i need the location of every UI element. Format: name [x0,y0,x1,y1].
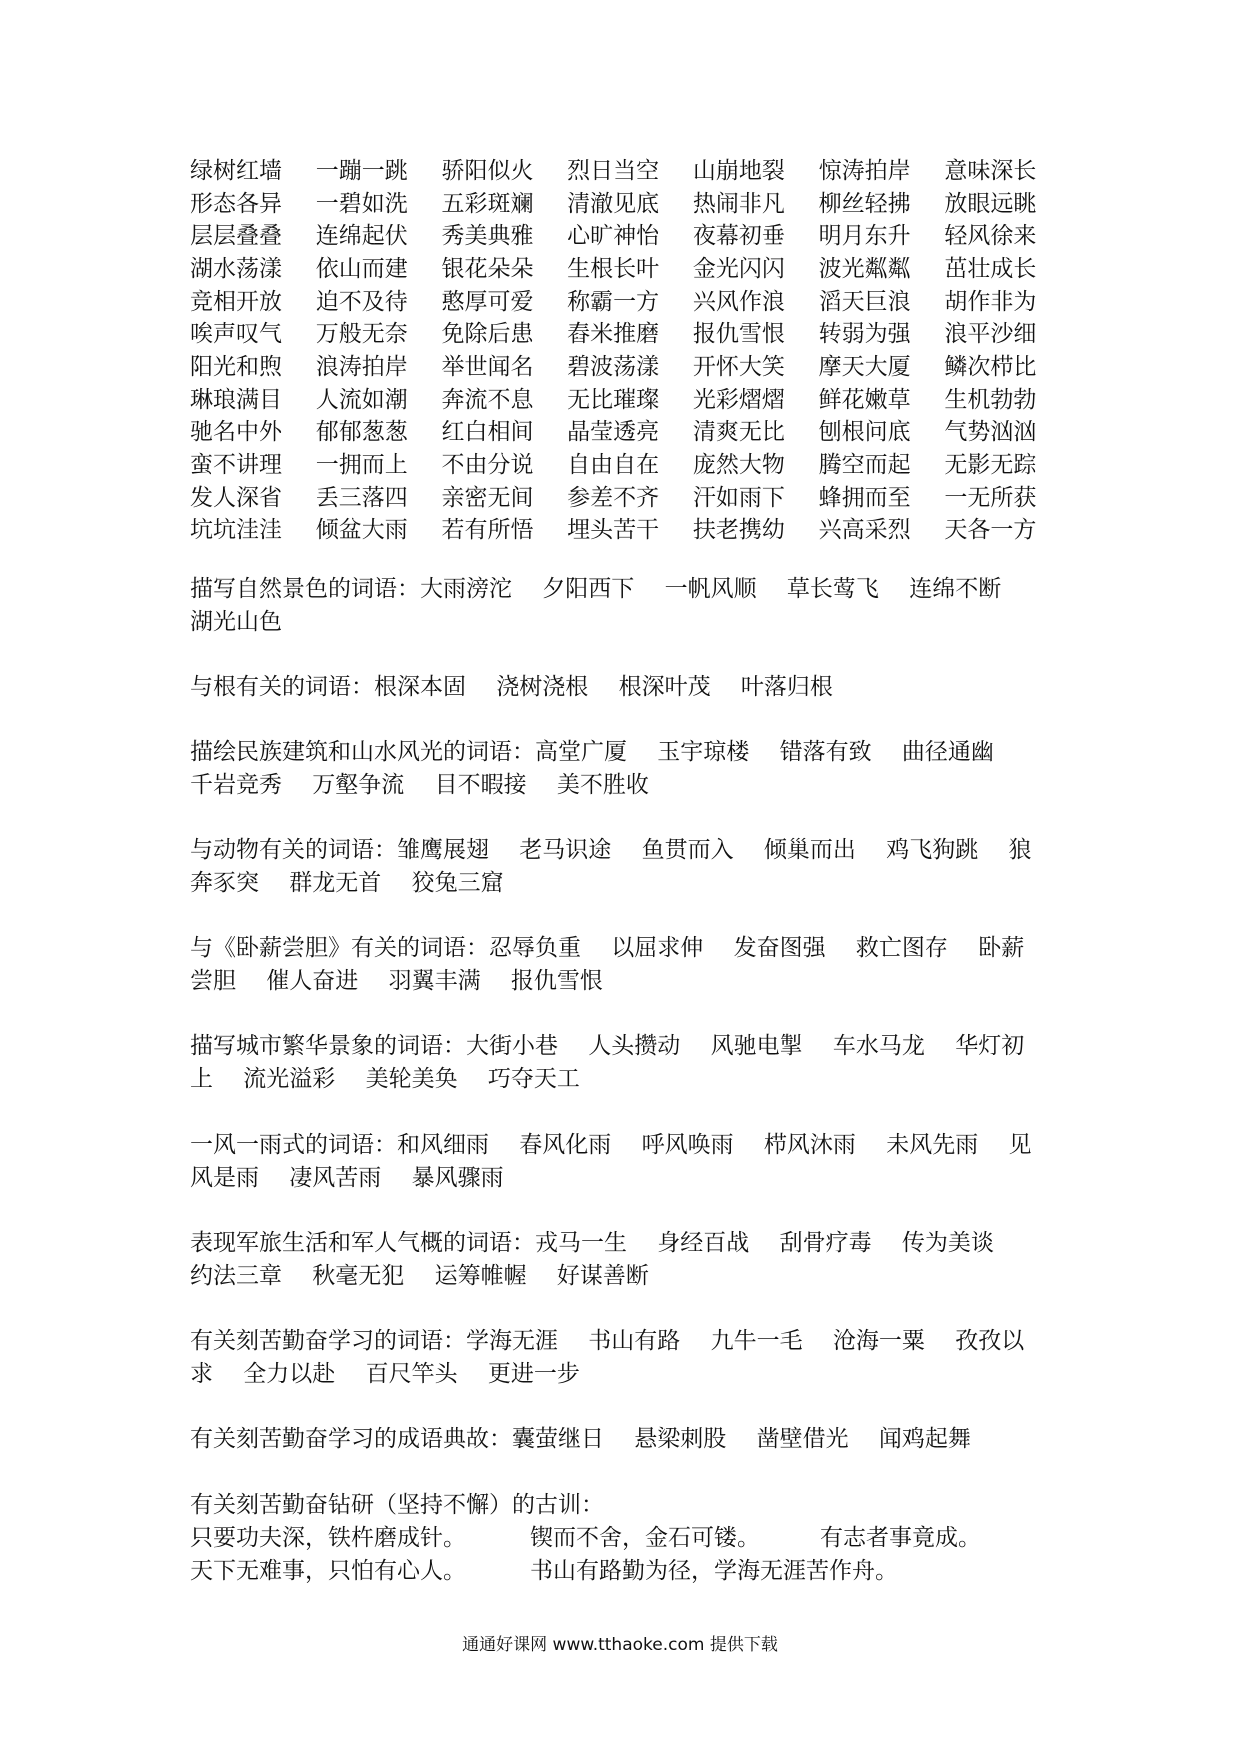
grid-row [190,283,1070,316]
grid-cell: 金光闪闪 [692,255,785,282]
grid-cell: 夜幕初垂 [692,223,785,250]
section-military [190,1227,1070,1293]
section-architecture-landscape [190,736,1070,802]
grid-cell: 碧波荡漾 [567,353,660,380]
grid-row [190,381,1070,414]
grid-cell: 生机勃勃 [944,386,1037,413]
grid-cell: 憨厚可爱 [441,288,534,315]
section-line: 上 流光溢彩 美轮美奂 巧夺天工 [190,1066,580,1092]
grid-cell: 坑坑洼洼 [190,517,282,544]
proverbs-row [190,1522,981,1555]
grid-cell: 丢三落四 [315,484,408,511]
grid-cell: 发人深省 [190,484,282,511]
grid-cell: 光彩熠熠 [692,386,785,413]
grid-cell: 连绵起伏 [315,223,408,250]
grid-cell: 茁壮成长 [944,255,1037,282]
grid-cell: 五彩斑斓 [441,190,534,217]
section-line: 有关刻苦勤奋学习的成语典故：囊萤继日 悬梁刺股 凿壁借光 闻鸡起舞 [190,1426,971,1452]
grid-cell: 不由分说 [441,452,534,479]
grid-cell: 蛮不讲理 [190,452,282,479]
grid-cell: 扶老携幼 [692,517,785,544]
section-line: 湖光山色 [190,609,282,635]
grid-cell: 参差不齐 [567,484,660,511]
grid-cell: 埋头苦干 [567,517,660,544]
grid-cell: 胡作非为 [944,288,1037,315]
grid-cell: 阳光和煦 [190,353,282,380]
grid-cell: 浪涛拍岸 [315,353,408,380]
grid-cell: 湖水荡漾 [190,255,282,282]
grid-cell: 竞相开放 [190,288,282,315]
proverbs-title: 有关刻苦勤奋钻研（坚持不懈）的古训： [190,1492,604,1518]
section-roots [190,671,1070,704]
grid-row [190,185,1070,218]
grid-cell: 鳞次栉比 [944,353,1037,380]
proverbs-section [190,1489,981,1588]
grid-cell: 绿树红墙 [190,157,282,184]
grid-cell: 银花朵朵 [441,255,534,282]
grid-cell: 称霸一方 [567,288,660,315]
grid-cell: 心旷神怡 [567,223,660,250]
grid-cell: 琳琅满目 [190,386,282,413]
section-line: 与动物有关的词语：雏鹰展翅 老马识途 鱼贯而入 倾巢而出 鸡飞狗跳 狼 [190,837,1032,863]
proverbs-row [190,1555,981,1588]
section-line: 与根有关的词语：根深本固 浇树浇根 根深叶茂 叶落归根 [190,674,833,700]
grid-row [190,217,1070,250]
grid-cell: 烈日当空 [567,157,660,184]
grid-cell: 汗如雨下 [692,484,785,511]
section-line: 求 全力以赴 百尺竿头 更进一步 [190,1361,580,1387]
idiom-grid [190,152,1070,544]
grid-row [190,348,1070,381]
grid-cell: 腾空而起 [818,452,911,479]
grid-cell: 形态各异 [190,190,282,217]
section-line: 有关刻苦勤奋学习的词语：学海无涯 书山有路 九牛一毛 沧海一粟 孜孜以 [190,1328,1025,1354]
grid-cell: 放眼远眺 [944,190,1037,217]
grid-cell: 一蹦一跳 [315,157,408,184]
grid-cell: 万般无奈 [315,321,408,348]
grid-cell: 清爽无比 [692,419,785,446]
grid-cell: 意味深长 [944,157,1037,184]
grid-cell: 一无所获 [944,484,1037,511]
section-line: 表现军旅生活和军人气概的词语：戎马一生 身经百战 刮骨疗毒 传为美谈 [190,1230,994,1256]
grid-cell: 惊涛拍岸 [818,157,911,184]
grid-cell: 依山而建 [315,255,408,282]
grid-cell: 自由自在 [567,452,660,479]
grid-cell: 免除后患 [441,321,534,348]
grid-cell: 柳丝轻拂 [818,190,911,217]
grid-cell: 倾盆大雨 [315,517,408,544]
section-line: 描绘民族建筑和山水风光的词语：高堂广厦 玉宇琼楼 错落有致 曲径通幽 [190,739,994,765]
grid-cell: 气势汹汹 [944,419,1037,446]
grid-cell: 清澈见底 [567,190,660,217]
section-line: 与《卧薪尝胆》有关的词语：忍辱负重 以屈求伸 发奋图强 救亡图存 卧薪 [190,935,1025,961]
proverb: 锲而不舍，金石可镂。 [530,1525,760,1551]
grid-cell: 若有所悟 [441,517,534,544]
grid-cell: 驰名中外 [190,419,282,446]
grid-row [190,250,1070,283]
grid-cell: 浪平沙细 [944,321,1037,348]
grid-cell: 层层叠叠 [190,223,282,250]
grid-cell: 人流如潮 [315,386,408,413]
grid-cell: 无比璀璨 [567,386,660,413]
grid-cell: 波光粼粼 [818,255,911,282]
section-wo-xin-chang-dan [190,932,1070,998]
grid-cell: 生根长叶 [567,255,660,282]
grid-row [190,414,1070,447]
grid-cell: 迫不及待 [315,288,408,315]
grid-row [190,152,1070,185]
grid-row [190,315,1070,348]
grid-cell: 转弱为强 [818,321,911,348]
grid-cell: 红白相间 [441,419,534,446]
section-animals [190,834,1070,900]
grid-cell: 轻风徐来 [944,223,1037,250]
footer-credit: 通通好课网 www.tthaoke.com 提供下载 [462,1635,778,1655]
section-wind-rain [190,1129,1070,1195]
grid-cell: 骄阳似火 [441,157,534,184]
grid-cell: 无影无踪 [944,452,1037,479]
grid-cell: 兴风作浪 [692,288,785,315]
section-line: 尝胆 催人奋进 羽翼丰满 报仇雪恨 [190,968,603,994]
grid-cell: 举世闻名 [441,353,534,380]
grid-cell: 天各一方 [944,517,1037,544]
grid-cell: 唉声叹气 [190,321,282,348]
grid-cell: 热闹非凡 [692,190,785,217]
section-study-allusions [190,1423,1070,1456]
grid-cell: 亲密无间 [441,484,534,511]
section-line: 描写自然景色的词语：大雨滂沱 夕阳西下 一帆风顺 草长莺飞 连绵不断 [190,576,1002,602]
grid-cell: 滔天巨浪 [818,288,911,315]
grid-row [190,446,1070,479]
section-line: 描写城市繁华景象的词语：大街小巷 人头攒动 风驰电掣 车水马龙 华灯初 [190,1033,1025,1059]
grid-cell: 舂米推磨 [567,321,660,348]
grid-cell: 鲜花嫩草 [818,386,911,413]
grid-row [190,512,1070,545]
proverb: 只要功夫深，铁杵磨成针。 [190,1525,466,1551]
grid-cell: 一拥而上 [315,452,408,479]
grid-cell: 报仇雪恨 [692,321,785,348]
grid-row [190,479,1070,512]
proverb: 天下无难事，只怕有心人。 [190,1558,466,1584]
grid-cell: 奔流不息 [441,386,534,413]
grid-cell: 兴高采烈 [818,517,911,544]
section-diligent-study [190,1325,1070,1391]
section-line: 奔豕突 群龙无首 狡兔三窟 [190,870,504,896]
grid-cell: 山崩地裂 [692,157,785,184]
grid-cell: 开怀大笑 [692,353,785,380]
section-line: 风是雨 凄风苦雨 暴风骤雨 [190,1165,504,1191]
grid-cell: 蜂拥而至 [818,484,911,511]
grid-cell: 一碧如洗 [315,190,408,217]
section-line: 一风一雨式的词语：和风细雨 春风化雨 呼风唤雨 栉风沐雨 未风先雨 见 [190,1132,1032,1158]
proverb: 书山有路勤为径，学海无涯苦作舟。 [530,1558,898,1584]
grid-cell: 晶莹透亮 [567,419,660,446]
grid-cell: 郁郁葱葱 [315,419,408,446]
grid-cell: 刨根问底 [818,419,911,446]
section-natural-scenery [190,573,1070,639]
grid-cell: 摩天大厦 [818,353,911,380]
proverb: 有志者事竟成。 [820,1525,981,1551]
grid-cell: 明月东升 [818,223,911,250]
grid-cell: 秀美典雅 [441,223,534,250]
section-line: 约法三章 秋毫无犯 运筹帷幄 好谋善断 [190,1263,649,1289]
section-line: 千岩竞秀 万壑争流 目不暇接 美不胜收 [190,772,649,798]
grid-cell: 庞然大物 [692,452,785,479]
section-city-prosperity [190,1030,1070,1096]
